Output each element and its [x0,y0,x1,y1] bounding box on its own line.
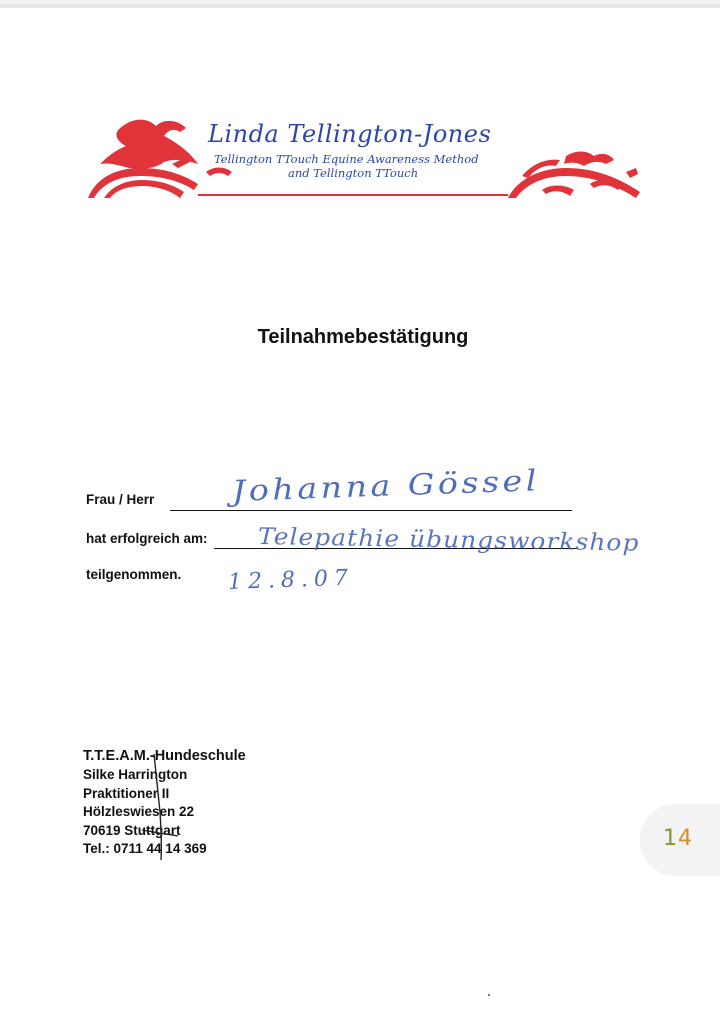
page-number-digit-2: 4 [678,826,693,851]
participant-name-handwritten: Johanna Gössel [231,463,541,508]
course-name-handwritten: Telepathie übungsworkshop [257,524,640,557]
issuer-street: Hölzleswiesen 22 [83,804,195,819]
scan-speck [488,994,490,996]
name-label: Frau / Herr [86,492,155,507]
issuer-qualification: Praktitioner II [83,785,170,801]
certificate-page [0,4,720,1017]
participated-label: teilgenommen. [86,567,182,582]
page-number [663,826,693,851]
issuer-school: T.T.E.A.M.-Hundeschule [83,748,246,764]
letterhead-subtitle-2: and Tellington TTouch [288,166,419,180]
name-underline [170,510,572,511]
date-handwritten: 12.8.07 [227,565,355,595]
course-label: hat erfolgreich am: [86,531,208,546]
document-title: Teilnahmebestätigung [257,326,469,348]
right-horse-logo [508,152,640,199]
signature-stroke [140,752,180,862]
letterhead-name: Linda Tellington-Jones [208,120,492,148]
page-number-digit-1: 1 [663,826,678,851]
letterhead [86,112,642,208]
letterhead-rule [198,194,508,196]
scan-edge [0,4,720,8]
letterhead-subtitle: Tellington TTouch Equine Awareness Method [214,152,479,166]
issuer-person: Silke Harrington [83,767,188,782]
issuer-city: 70619 Stuttgart [83,822,181,838]
issuer-phone: Tel.: 0711 44 14 369 [83,841,207,856]
